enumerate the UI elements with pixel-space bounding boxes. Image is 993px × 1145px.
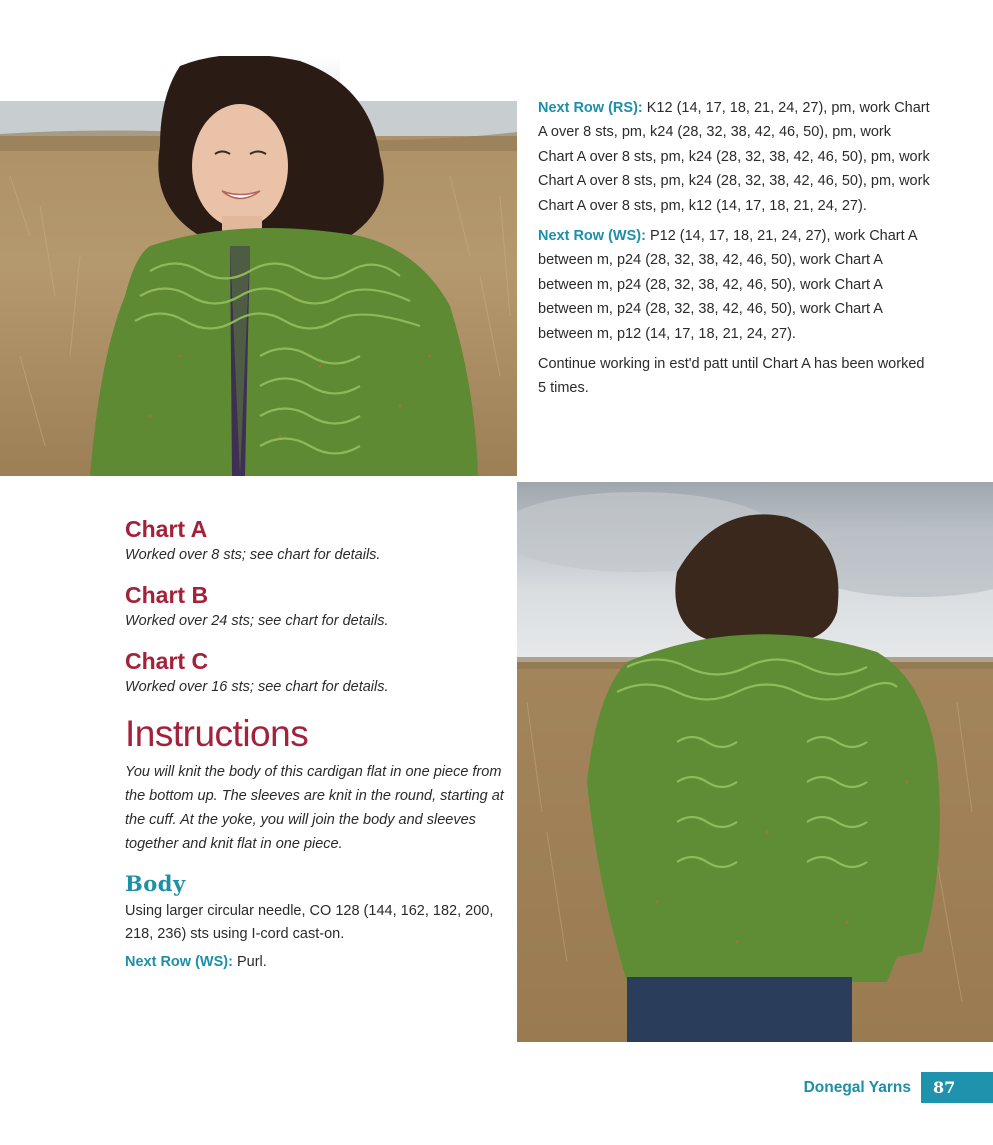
instructions-heading: Instructions <box>125 713 309 754</box>
step-next-row-rs <box>538 96 930 218</box>
step-label: Next Row (WS): <box>125 954 233 970</box>
body-next-row-ws <box>125 951 505 974</box>
step-text: Continue working in est'd patt until Chart A has been worked 5 times. <box>538 356 925 397</box>
page-footer <box>804 1072 993 1103</box>
step-label: Next Row (WS): <box>538 228 646 245</box>
chart-c-heading: Chart C <box>125 648 209 674</box>
instructions-text: You will knit the body of this cardigan flat in one piece from the bottom up. The sleeves are knit in the round, starting at the cuff. At the yoke, you will join the body and sleeves together and knit flat in one piece. <box>125 764 504 852</box>
step-continue <box>538 352 930 401</box>
body-section-heading: Body <box>125 871 186 896</box>
step-next-row-ws <box>538 224 930 346</box>
chart-b-description: Worked over 24 sts; see chart for details. <box>125 613 389 629</box>
chart-c-description: Worked over 16 sts; see chart for details. <box>125 679 389 695</box>
photo-front-view <box>0 56 517 476</box>
step-text: P12 (14, 17, 18, 21, 24, 27), work Chart A between m, p24 (28, 32, 38, 42, 46, 50), work Chart A between m, p24 (28, 32, 38, 42, 46, 50), work Chart A between m, p24 (28, 32, 38, 42, 46, 50), work Chart A between m, p12 (14, 17, 18, 21, 24, 27). <box>538 228 917 342</box>
chart-a-heading: Chart A <box>125 516 208 542</box>
page-number: 87 <box>921 1072 993 1103</box>
chart-and-instructions-column <box>125 514 505 979</box>
step-text: K12 (14, 17, 18, 21, 24, 27), pm, work Chart A over 8 sts, pm, k24 (28, 32, 38, 42, 46, 50), pm, work Chart A over 8 sts, pm, k24 (28, 32, 38, 42, 46, 50), pm, work Chart A over 8 sts, pm, k24 (28, 32, 38, 42, 46, 50), pm, work Chart A over 8 sts, pm, k12 (14, 17, 18, 21, 24, 27). <box>538 100 930 214</box>
footer-brand: Donegal Yarns <box>803 1078 911 1096</box>
step-label: Next Row (RS): <box>538 100 643 116</box>
chart-a-description: Worked over 8 sts; see chart for details. <box>125 547 381 563</box>
step-text: Purl. <box>232 954 267 970</box>
pattern-steps-column <box>538 96 930 407</box>
chart-b-heading: Chart B <box>125 582 209 608</box>
body-section-text: Using larger circular needle, CO 128 (144, 162, 182, 200, 218, 236) sts using I-cord cast-on. <box>125 903 494 942</box>
photo-back-view <box>517 482 993 1042</box>
